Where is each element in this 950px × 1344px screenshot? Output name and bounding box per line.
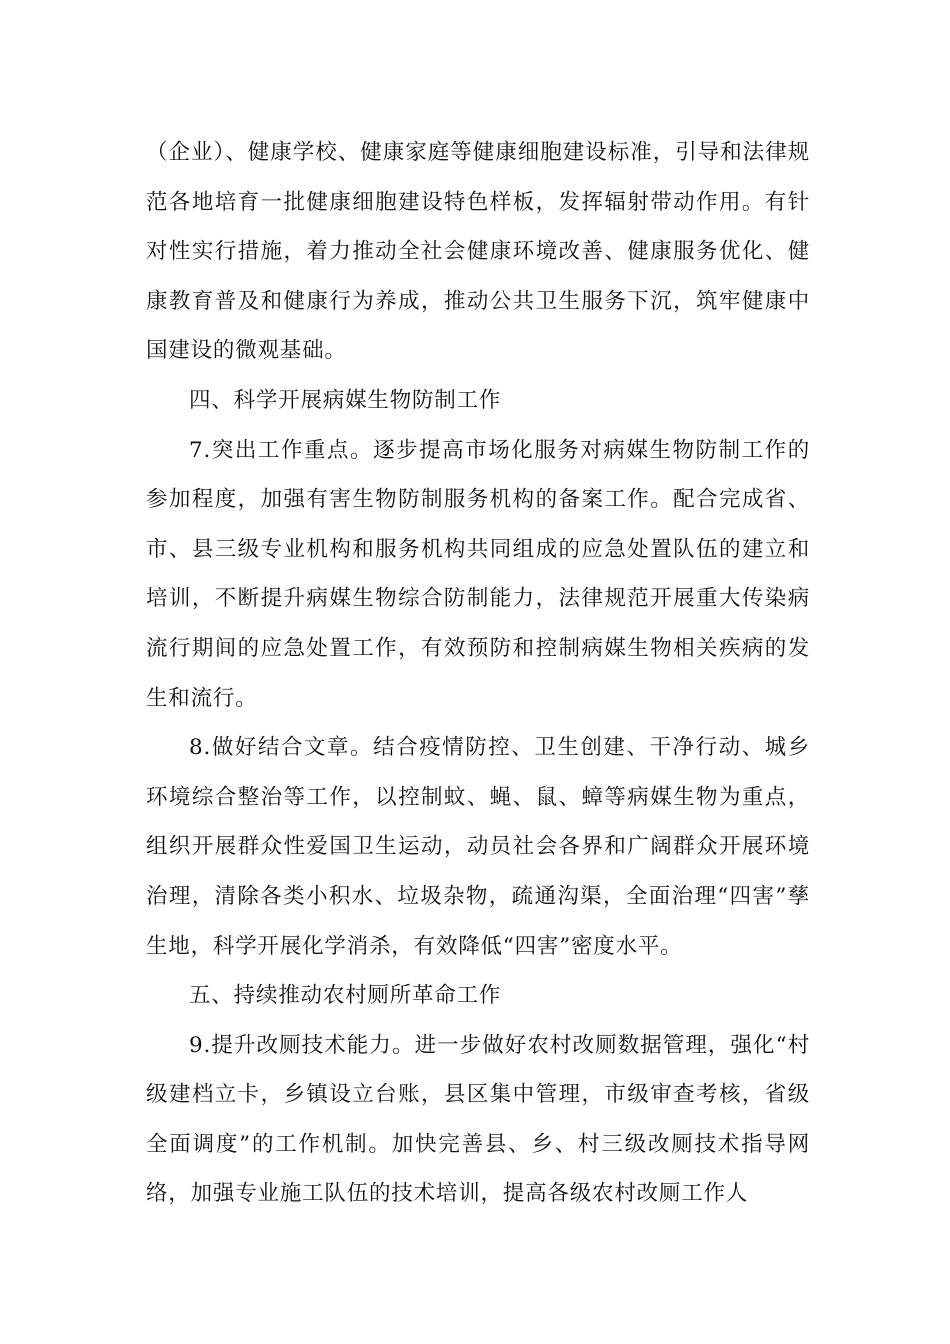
body-paragraph-item-7: 7.突出工作重点。逐步提高市场化服务对病媒生物防制工作的参加程度，加强有害生物防制服务机构的备案工作。配合完成省、市、县三级专业机构和服务机构共同组成的应急处置队伍的建立和培训，不断提升病媒生物综合防制能力，法律规范开展重大传染病流行期间的应急处置工作，有效预防和控制病媒生物相关疾病的发生和流行。 (146, 437, 810, 711)
body-paragraph-item-9: 9.提升改厕技术能力。进一步做好农村改厕数据管理，强化“村级建档立卡，乡镇设立台账，县区集中管理，市级审查考核，省级全面调度”的工作机制。加快完善县、乡、村三级改厕技术指导网络，加强专业施工队伍的技术培训，提高各级农村改厕工作人 (146, 1032, 810, 1207)
section-heading-4: 四、科学开展病媒生物防制工作 (189, 387, 502, 413)
body-paragraph: （企业）、健康学校、健康家庭等健康细胞建设标准，引导和法律规范各地培育一批健康细胞建设特色样板，发挥辐射带动作用。有针对性实行措施，着力推动全社会健康环境改善、健康服务优化、健康教育普及和健康行为养成，推动公共卫生服务下沉，筑牢健康中国建设的微观基础。 (146, 140, 810, 364)
section-heading-5: 五、持续推动农村厕所革命工作 (189, 983, 502, 1009)
document-body (146, 128, 810, 1219)
body-paragraph-item-8: 8.做好结合文章。结合疫情防控、卫生创建、干净行动、城乡环境综合整治等工作，以控制蚊、蝇、鼠、蟑等病媒生物为重点，组织开展群众性爱国卫生运动，动员社会各界和广阔群众开展环境治理，清除各类小积水、垃圾杂物，疏通沟渠，全面治理“四害”孳生地，科学开展化学消杀，有效降低“四害”密度水平。 (146, 735, 810, 959)
